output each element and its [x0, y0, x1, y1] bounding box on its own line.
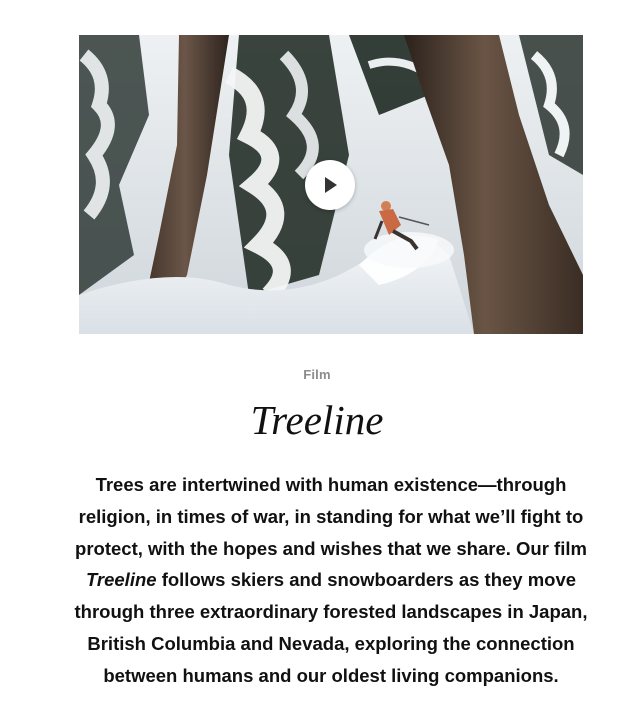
- category-label: Film: [303, 367, 331, 382]
- play-button[interactable]: [305, 160, 355, 210]
- article-description: [66, 469, 596, 692]
- video-thumbnail[interactable]: [79, 35, 583, 334]
- page-title: Treeline: [250, 397, 384, 443]
- film-title-emphasis: Treeline: [85, 569, 157, 591]
- play-icon: [325, 177, 337, 193]
- description-text-start: Trees are intertwined with human existence—through religion, in times of war, in standing for what we’ll fight to protect, with the hopes and wishes that we share. Our film: [75, 474, 587, 559]
- description-text-end: follows skiers and snowboarders as they move through three extraordinary forested landscapes in Japan, British Columbia and Nevada, exploring the connection between humans and our oldest living companions.: [74, 569, 588, 686]
